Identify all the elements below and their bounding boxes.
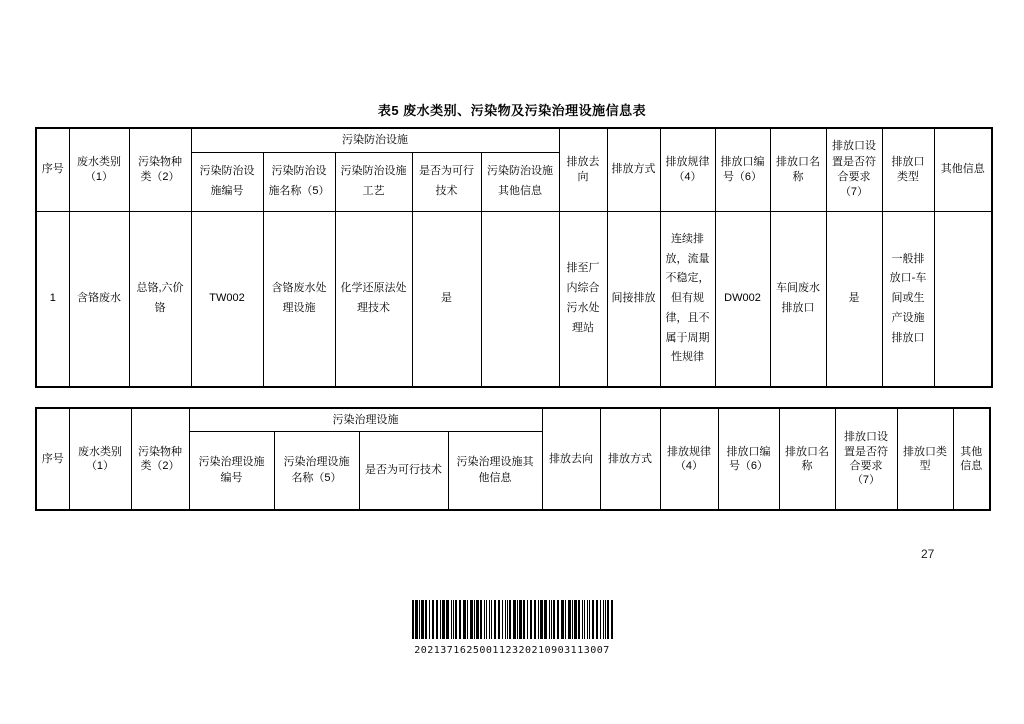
t1-header-facility-process: 污染防治设施工艺 xyxy=(335,153,412,212)
t2-header-facility-id: 污染治理设施编号 xyxy=(189,432,274,511)
t2-header-facility-name: 污染治理设施名称（5） xyxy=(274,432,359,511)
t2-header-pollutant: 污染物种类（2） xyxy=(131,408,189,510)
t1-header-pollutant: 污染物种类（2） xyxy=(129,128,191,212)
t2-header-outlet-name: 排放口名称 xyxy=(779,408,835,510)
t1-header-facility-id: 污染防治设施编号 xyxy=(191,153,263,212)
t1-header-category: 废水类别（1） xyxy=(69,128,129,212)
t2-header-direction: 排放去向 xyxy=(542,408,600,510)
t1-header-feasible: 是否为可行技术 xyxy=(412,153,481,212)
t2-header-feasible: 是否为可行技术 xyxy=(359,432,448,511)
t1-cell-feasible: 是 xyxy=(412,212,481,388)
t1-header-other: 其他信息 xyxy=(934,128,992,212)
wastewater-treatment-table xyxy=(35,407,991,511)
t1-cell-pollutant: 总铬,六价铬 xyxy=(129,212,191,388)
t1-cell-other xyxy=(934,212,992,388)
t1-cell-outlet-name: 车间废水排放口 xyxy=(770,212,826,388)
t2-header-pattern: 排放规律（4） xyxy=(660,408,718,510)
page-number: 27 xyxy=(921,547,935,561)
t2-header-seq: 序号 xyxy=(36,408,69,510)
t2-header-group-row xyxy=(36,408,990,432)
t2-header-outlet-id: 排放口编号（6） xyxy=(718,408,779,510)
t2-header-category: 废水类别（1） xyxy=(69,408,131,510)
t1-cell-facility-other xyxy=(481,212,559,388)
t2-header-facility-group: 污染治理设施 xyxy=(189,408,542,432)
t1-header-group-row xyxy=(36,128,992,153)
t1-header-method: 排放方式 xyxy=(607,128,660,212)
barcode-number: 202137162500112320210903113007 xyxy=(414,645,610,656)
page-title: 表5 废水类别、污染物及污染治理设施信息表 xyxy=(377,103,647,118)
t1-header-outlet-id: 排放口编号（6） xyxy=(715,128,770,212)
t1-header-pattern: 排放规律（4） xyxy=(660,128,715,212)
t1-cell-method: 间接排放 xyxy=(607,212,660,388)
t1-cell-outlet-id: DW002 xyxy=(715,212,770,388)
t1-header-seq: 序号 xyxy=(36,128,69,212)
t2-header-facility-other: 污染治理设施其他信息 xyxy=(448,432,542,511)
t1-cell-facility-name: 含铬废水处理设施 xyxy=(263,212,335,388)
t1-cell-category: 含铬废水 xyxy=(69,212,129,388)
t1-cell-direction: 排至厂内综合污水处理站 xyxy=(559,212,607,388)
t1-cell-facility-process: 化学还原法处理技术 xyxy=(335,212,412,388)
t1-cell-outlet-ok: 是 xyxy=(826,212,882,388)
t1-header-outlet-name: 排放口名称 xyxy=(770,128,826,212)
t1-cell-outlet-type: 一般排放口-车间或生产设施排放口 xyxy=(882,212,934,388)
t1-header-facility-other: 污染防治设施其他信息 xyxy=(481,153,559,212)
t1-cell-pattern: 连续排放，流量不稳定，但有规律，且不属于周期性规律 xyxy=(660,212,715,388)
table-row xyxy=(36,212,992,388)
barcode-bars-icon xyxy=(412,600,613,639)
t1-header-facility-group: 污染防治设施 xyxy=(191,128,559,153)
t1-header-facility-name: 污染防治设施名称（5） xyxy=(263,153,335,212)
t2-header-other: 其他信息 xyxy=(953,408,990,510)
t1-header-outlet-ok: 排放口设置是否符合要求（7） xyxy=(826,128,882,212)
t1-cell-seq: 1 xyxy=(36,212,69,388)
wastewater-prevention-table xyxy=(35,127,993,388)
t1-header-outlet-type: 排放口类型 xyxy=(882,128,934,212)
t2-header-method: 排放方式 xyxy=(600,408,660,510)
t1-header-direction: 排放去向 xyxy=(559,128,607,212)
barcode xyxy=(0,600,1024,656)
t2-header-outlet-type: 排放口类型 xyxy=(897,408,953,510)
t2-header-outlet-ok: 排放口设置是否符合要求（7） xyxy=(835,408,897,510)
t1-cell-facility-id: TW002 xyxy=(191,212,263,388)
